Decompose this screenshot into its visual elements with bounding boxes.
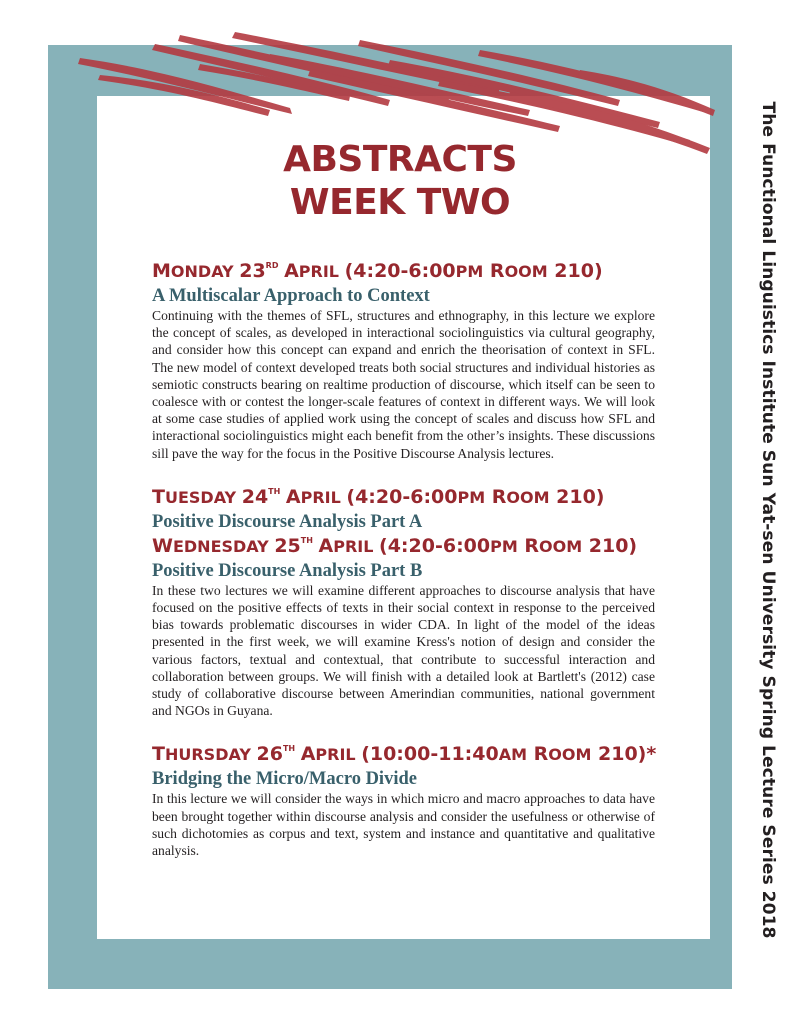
lecture-title: Positive Discourse Analysis Part A bbox=[152, 511, 423, 532]
page-title bbox=[100, 138, 700, 224]
session-heading bbox=[152, 533, 655, 560]
day-number: 26 bbox=[256, 743, 283, 766]
title-line-2: WEEK TWO bbox=[289, 182, 511, 223]
title-line-1: ABSTRACTS bbox=[283, 139, 517, 180]
session-heading bbox=[152, 258, 655, 285]
month-initial: A bbox=[284, 260, 299, 282]
lecture-abstract: In this lecture we will consider the ways in which micro and macro approaches to data have been brought together within discourse analysis and consider the usefulness or otherwise of such dichotomies as corpus and text, system and instance and quantitative and qualitative analysis. bbox=[152, 791, 655, 859]
session-tuesday bbox=[152, 484, 655, 533]
month-initial: A bbox=[285, 485, 301, 508]
session-heading bbox=[152, 741, 655, 768]
month-rest: PRIL bbox=[333, 536, 374, 556]
lecture-title: A Multiscalar Approach to Context bbox=[152, 286, 430, 306]
lecture-title: Bridging the Micro/Macro Divide bbox=[152, 769, 417, 790]
day-name-initial: W bbox=[152, 534, 173, 557]
month-initial: A bbox=[318, 534, 334, 557]
month-rest: PRIL bbox=[315, 745, 356, 765]
session-details: (4:20-6:00PM ROOM 210) bbox=[346, 485, 605, 508]
session-details: (4:20-6:00PM ROOM 210) bbox=[344, 260, 603, 282]
session-monday bbox=[152, 258, 655, 462]
lecture-title: Positive Discourse Analysis Part B bbox=[152, 560, 423, 581]
month-initial: A bbox=[300, 743, 316, 766]
day-name-initial: T bbox=[152, 743, 165, 766]
lecture-abstract: In these two lectures we will examine different approaches to discourse analysis that have focused on the positive effects of texts in their social context in response to the perceived bias towards problematic discourses in wider CDA. In light of the model of the ideas presented in the first week, we will examine Kress's notion of design and consider the various factors, textual and contextual, that contribute to successful interaction and collaboration between groups. We will finish with a detailed look at Bartlett's (2012) case study of collaborative discourse between Amerindian communities, national government and NGOs in Guyana. bbox=[152, 582, 655, 719]
day-number: 23 bbox=[239, 260, 266, 282]
month-rest: PRIL bbox=[298, 262, 339, 281]
day-ordinal: TH bbox=[268, 486, 281, 496]
session-heading bbox=[152, 484, 655, 511]
day-name-initial: M bbox=[152, 260, 171, 282]
day-name-rest: ONDAY bbox=[170, 262, 234, 281]
series-title-vertical bbox=[748, 48, 788, 992]
session-thursday bbox=[152, 741, 655, 859]
series-title-text: The Functional Linguistics Institute Sun Yat-sen University Spring Lecture Series 2018 bbox=[758, 101, 778, 939]
day-number: 24 bbox=[241, 485, 269, 508]
day-ordinal: RD bbox=[265, 261, 279, 270]
session-wednesday bbox=[152, 533, 655, 720]
day-name-rest: EDNESDAY bbox=[172, 536, 269, 556]
day-name-rest: UESDAY bbox=[164, 487, 237, 507]
abstracts-content bbox=[152, 258, 655, 859]
day-ordinal: TH bbox=[300, 535, 313, 545]
day-ordinal: TH bbox=[282, 744, 296, 754]
day-name-initial: T bbox=[152, 485, 165, 508]
lecture-abstract: Continuing with the themes of SFL, structures and ethnography, in this lecture we explore the concept of scales, as developed in interactional sociolinguistics via cultural geography, and consider how this concept can expand and enrich the theorisation of context in SFL. The new model of context developed treats both social structures and individual histories as semiotic constructs bearing on realtime production of discourse, which itself can be seen to coalesce with or contest the longer-scale features of context in different ways. We will look at some case studies of applied work using the concept of scales and discuss how SFL and interactional sociolinguistics might each benefit from the other’s insights. These discussions sill pave the way for the focus in the Positive Discourse Analysis lectures. bbox=[152, 308, 655, 461]
session-details: (10:00-11:40AM ROOM 210)* bbox=[361, 743, 657, 766]
day-number: 25 bbox=[274, 534, 301, 557]
session-details: (4:20-6:00PM ROOM 210) bbox=[379, 534, 638, 557]
day-name-rest: HURSDAY bbox=[164, 745, 251, 765]
month-rest: PRIL bbox=[300, 487, 341, 507]
